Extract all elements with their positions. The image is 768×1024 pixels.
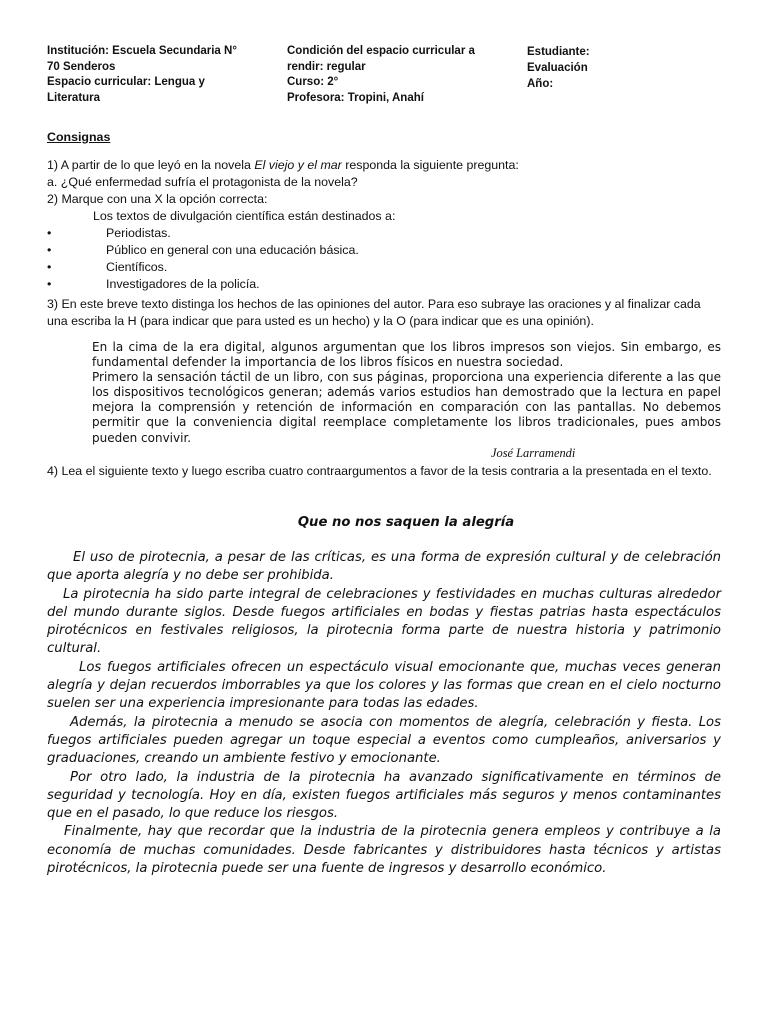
quote-paragraph: Primero la sensación táctil de un libro, con sus páginas, proporciona una experiencia diferente a las que los dispositivos tecnológicos generan; además varios estudios han demostrado que la lectura en papel mejora la comprensión y retención de información en comparación con las pantallas. No debemos permitir que la conveniencia digital reemplace completamente los libros tradicionales, pues ambos pueden convivir. xyxy=(92,370,721,445)
quote-author: José Larramendi xyxy=(491,446,576,460)
essay-paragraph: Los fuegos artificiales ofrecen un espectáculo visual emocionante que, muchas veces generan alegría y dejan recuerdos imborrables ya que los colores y las formas que crean en el cielo nocturno suelen ser una experiencia impresionante para todas las edades. xyxy=(47,659,721,712)
option-item xyxy=(47,276,722,293)
essay-body xyxy=(47,549,721,878)
header-student-column xyxy=(527,44,727,92)
option-label: Investigadores de la policía. xyxy=(106,277,260,291)
question-1a: a. ¿Qué enfermedad sufría el protagonista de la novela? xyxy=(47,175,358,189)
header-line: Espacio curricular: Lengua y xyxy=(47,76,205,88)
option-item xyxy=(47,242,722,259)
q1-text-post: responda la siguiente pregunta: xyxy=(341,158,519,172)
header-line: Profesora: Tropini, Anahí xyxy=(287,91,424,104)
q1-text-pre: 1) A partir de lo que leyó en la novela xyxy=(47,158,255,172)
essay-paragraph: Por otro lado, la industria de la pirotecnia ha avanzado significativamente en términos de seguridad y tecnología. Hoy en día, existen fuegos artificiales más seguros y menos contaminantes que en el pasado, lo que reduce los riesgos. xyxy=(47,769,721,822)
header-line: Año: xyxy=(527,78,554,90)
option-label: Público en general con una educación básica. xyxy=(106,243,359,257)
header-line: Institución: Escuela Secundaria N° xyxy=(47,45,237,57)
bullet-icon: • xyxy=(47,260,52,274)
option-label: Periodistas. xyxy=(106,226,171,240)
option-label: Científicos. xyxy=(106,260,168,274)
header-line: Literatura xyxy=(47,91,101,104)
quote-paragraph: En la cima de la era digital, algunos argumentan que los libros impresos son viejos. Sin embargo, es fundamental defender la importancia de los libros físicos en nuestra sociedad. xyxy=(92,340,721,370)
essay-paragraph: Finalmente, hay que recordar que la industria de la pirotecnia genera empleos y contribuye a la economía de muchas comunidades. Desde fabricantes y distribuidores hasta técnicos y artistas pirotécnicos, la pirotecnia puede ser una fuente de ingresos y desarrollo económico. xyxy=(47,824,721,877)
essay-paragraph: La pirotecnia ha sido parte integral de celebraciones y festividades en muchas culturas alrededor del mundo durante siglos. Desde fuegos artificiales en bodas y fiestas patrias hasta espectáculos pirotécnicos en festivales religiosos, la pirotecnia forma parte de nuestra historia y patrimonio cultural. xyxy=(47,586,721,657)
question-2-stem: Los textos de divulgación científica están destinados a: xyxy=(93,209,396,223)
question-1 xyxy=(47,157,722,174)
header-line: Evaluación xyxy=(527,62,588,74)
option-item xyxy=(47,225,722,242)
header-line: Curso: 2° xyxy=(287,76,339,88)
header-course-column xyxy=(287,44,502,106)
questions-1-2 xyxy=(47,157,722,293)
essay-title: Que no nos saquen la alegría xyxy=(297,515,515,530)
novel-title: El viejo y el mar xyxy=(254,158,342,172)
header-line: 70 Senderos xyxy=(47,60,116,73)
essay-paragraph: Además, la pirotecnia a menudo se asocia con momentos de alegría, celebración y fiesta. Los fuegos artificiales pueden agregar un toque especial a eventos como cumpleaños, aniversarios y graduaciones, creando un ambiente festivo y emocionante. xyxy=(47,714,721,767)
question-3-text xyxy=(92,340,721,446)
header-line: Condición del espacio curricular a xyxy=(287,45,475,57)
bullet-icon: • xyxy=(47,243,52,257)
question-4: 4) Lea el siguiente texto y luego escriba cuatro contraargumentos a favor de la tesis contraria a la presentada en el texto. xyxy=(47,464,712,478)
option-item xyxy=(47,259,722,276)
bullet-icon: • xyxy=(47,226,52,240)
header-line: Estudiante: xyxy=(527,46,590,58)
question-2: 2) Marque con una X la opción correcta: xyxy=(47,192,268,206)
bullet-icon: • xyxy=(47,277,52,291)
header-institution-column xyxy=(47,44,262,106)
consignas-heading: Consignas xyxy=(47,130,111,144)
header-line: rendir: regular xyxy=(287,60,366,73)
question-3: 3) En este breve texto distinga los hechos de las opiniones del autor. Para eso subraye las oraciones y al finalizar cada una escriba la H (para indicar que para usted es un hecho) y la O (para indicar que es una opinión). xyxy=(47,297,701,328)
essay-paragraph: El uso de pirotecnia, a pesar de las críticas, es una forma de expresión cultural y de celebración que aporta alegría y no debe ser prohibida. xyxy=(47,550,721,584)
